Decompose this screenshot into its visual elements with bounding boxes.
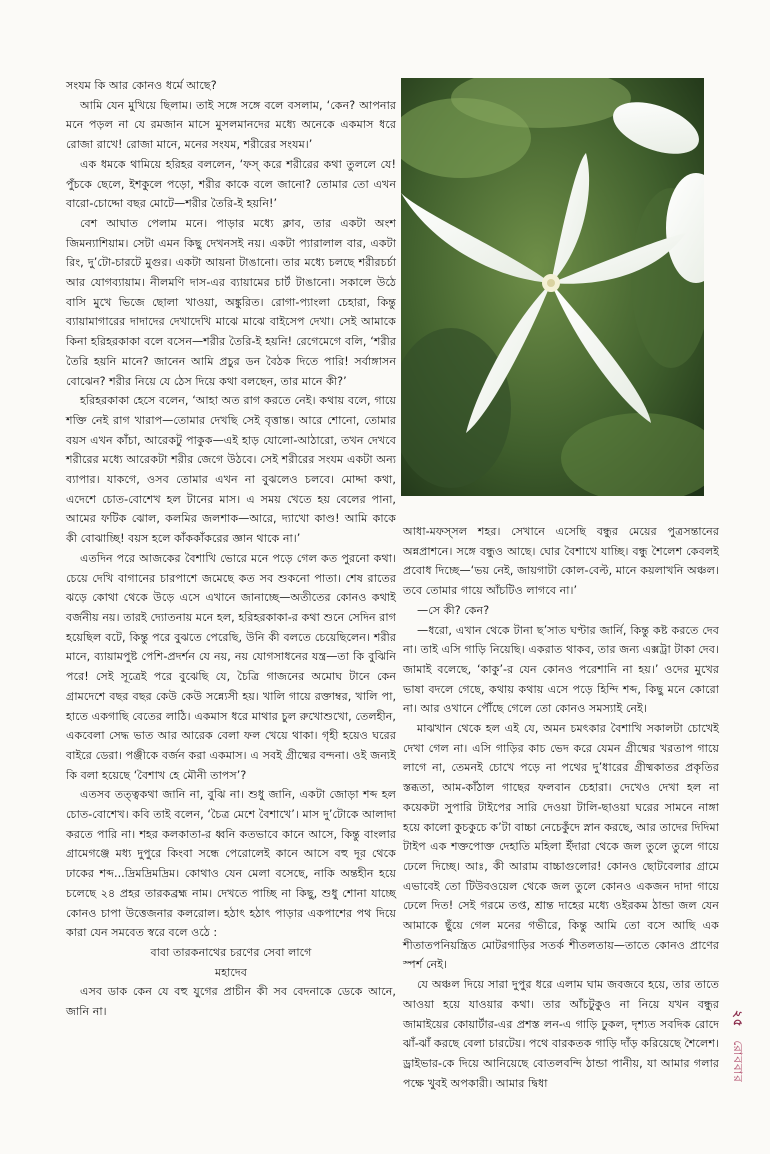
paragraph: এতদিন পরে আজকের বৈশাখি ভোরে মনে পড়ে গেল কত পুরনো কথা। চেয়ে দেখি বাগানের চারপাশে জমেছে কত সব শুকনো পাতা। শেষ রাতের ঝড়ে কোথা থেকে উড়ে এসে এখানে জানাচ্ছে—অতীতের কোনও কথাই বর্জনীয় নয়। তারই দ্যোতনায় মনে হল, হরিহরকাকা-র কথা শুনে সেদিন রাগ হয়েছিল বটে, কিন্তু পরে বুঝতে পেরেছি, উনি কী বলতে চেয়েছিলেন। শরীর মানে, ব্যায়ামপুষ্ট পেশি-প্রদর্শন যে নয়, নয় যোগসাধনের যন্ত্র—তা কি বুঝিনি পরে! সেই সূত্রেই পরে বুঝেছি যে, চৈত্রি গাজনের অমোঘ টানে কেন গ্রামদেশে বছর বছর কেউ কেউ সন্ন্যেসী হয়। খালি গায়ে রক্তাম্বর, খালি পা, হাতে একগাছি বেতের লাঠি। একমাস ধরে মাথার চুল রুখোশুখো, তেলহীন, একবেলা সেদ্ধ ভাত আর আরেক বেলা ফল খেয়ে থাকা। গৃহী হয়েও ঘরের বাইরে ডেরা। পঞ্জীকে বর্জন করা একমাস। এ সবই গ্রীষ্মের বন্দনা। ওই জন্যই কি বলা হয়েছে ‘বৈশাখ হে মৌনী তাপস’? [66, 551, 396, 782]
right-text-column [403, 522, 719, 1093]
paragraph: আধা-মফস্সল শহর। সেখানে এসেছি বন্ধুর মেয়ের পুত্রসন্তানের অন্নপ্রাশনে। সঙ্গে বন্ধুও আছে। ঘোর বৈশাখে যাচ্ছি। বন্ধু শৈলেশ কেবলই প্রবোধ দিচ্ছে—‘ভয় নেই, জায়গাটা কোল-বেল্ট, মানে কয়লাখনি অঞ্চল। তবে তোমার গায়ে আঁচটিও লাগবে না।’ [403, 525, 719, 598]
paragraph: এতসব তত্ত্বকথা জানি না, বুঝি না। শুধু জানি, একটা জোড়া শব্দ হল চোত-বোশেখ। কবি তাই বলেন, ‘চৈত্র মেশে বৈশাখে’। মাস দু’টোকে আলাদা করতে পারি না। শহর কলকাতা-র ধ্বনি কতভাবে কানে আসে, কিন্তু বাংলার গ্রামেগঞ্জে মধ্য দুপুরে কিংবা সন্ধে পেরোলেই কানে আসে বহু দূর থেকে ঢাকের শব্দ...দ্রিমদ্রিমদ্রিম। কোথাও যেন মেলা বসেছে, নাকি অন্তহীন হয়ে চলেছে ২৪ প্রহর তারকব্রহ্ম নাম। দেখতে পাচ্ছি না কিছু, শুধু শোনা যাচ্ছে কোনও চাপা উত্তেজনার কলরোল। হঠাৎ হঠাৎ পাড়ার একপাশের পথ দিয়ে কারা যেন সমবেত স্বরে বলে ওঠে : [66, 788, 396, 940]
chant-line: বাবা তারকনাথের চরণের সেবা লাগে [150, 945, 312, 959]
paragraph: হরিহরকাকা হেসে বলেন, ‘আহা অত রাগ করতে নেই। কথায় বলে, গায়ে শক্তি নেই রাগ খারাপ—তোমার দেখছি সেই বৃত্তান্ত। আরে শোনো, তোমার বয়স এখন কাঁচা, আরেকটু পাকুক—এই হাড় যোলো-আঠারো, তখন দেখবে শরীরের মধ্যে আরেকটা শরীর জেগে উঠবে। সেই শরীরের সংযম একটা অন্য ব্যাপার। যাকগে, ওসব তোমার এখন না বুঝলেও চলবে। মোদ্দা কথা, এদেশে চোত-বোশেখ হল টানের মাস। এ সময় খেতে হয় বেলের পানা, আমের ফটিক ঝোল, কলমির জলশাক—আরে, দ্যাখো কাণ্ড! আমি কাকে কী বোঝাচ্ছি! বয়স হলে কাঁককাঁকরের জ্ঞান থাকে না।’ [66, 394, 396, 546]
paragraph: বেশ আঘাত পেলাম মনে। পাড়ার মধ্যে ক্লাব, তার একটা অংশ জিমন্যাশিয়াম। সেটা এমন কিছু দেখনসই নয়। একটা প্যারালাল বার, একটা রিং, দু’টো-চারটে মুগুর। একটা আয়না টাঙানো। তার মধ্যে চলছে শরীরচর্চা আর যোগব্যায়াম। নীলমণি দাস-এর ব্যায়ামের চার্ট টাঙানো। সকালে উঠে বাসি মুখে ভিজে ছোলা খাওয়া, অঙ্কুরিত। রোগা-প্যাংলা চেহারা, কিন্তু ব্যায়ামাগারের দাদাদের দেখাদেখি মাঝে মাঝে বাইসেপ দেখা। সেই আমাকে কিনা হরিহরকাকা বলে বসেন—শরীর তৈরি-ই হয়নি! রেগেমেগে বলি, ‘শরীর তৈরি হয়নি মানে? জানেন আমি প্রচুর ডন বৈঠক দিতে পারি! সর্বাঙ্গাসন বোঝেন? শরীর নিয়ে যে ঠেস দিয়ে কথা বলছেন, তার মানে কী?’ [66, 216, 396, 388]
page-number: ২৫ [731, 1010, 745, 1028]
jasmine-flower-photo [401, 78, 704, 496]
chant-line: মহাদেব [215, 965, 247, 979]
left-text-column [66, 76, 396, 1022]
paragraph: সংযম কি আর কোনও ধর্মে আছে? [66, 79, 217, 92]
paragraph: যে অঞ্চল দিয়ে সারা দুপুর ধরে এলাম ঘাম জবজবে হয়ে, তার তাতে আওয়া হয়ে যাওয়ার কথা। তার আঁচটুকুও না নিয়ে যখন বন্ধুর জামাইয়ের কোয়ার্টার-এর প্রশস্ত লন-এ গাড়ি ঢুকল, দৃশ্যত সবদিক রোদে ঝাঁ-ঝাঁ করছে বেলা চারটেয়। পথে বারকতক গাড়ি দাঁড় করিয়েছে শৈলেশ। ড্রাইভার-কে দিয়ে আনিয়েছে বোতলবন্দি ঠান্ডা পানীয়, যা আমার গলার পক্ষে খুবই অপকারী। আমার দ্বিধা [403, 978, 719, 1090]
paragraph: আমি যেন মুখিয়ে ছিলাম। তাই সঙ্গে সঙ্গে বলে বসলাম, ‘কেন? আপনার মনে পড়ল না যে রমজান মাসে মুসলমানদের মধ্যে অনেকে একমাস ধরে রোজা রাখে! রোজা মানে, মনের সংযম, শরীরের সংযম।’ [66, 98, 396, 152]
paragraph: মাঝখান থেকে হল এই যে, অমন চমৎকার বৈশাখি সকালটা চোখেই দেখা গেল না। এসি গাড়ির কাচ ভেদ করে যেমন গ্রীষ্মের খরতাপ গায়ে লাগে না, তেমনই চোখে পড়ে না পথের দু’ধারের গ্রীষ্মকাতর প্রকৃতির স্তব্ধতা, আম-কাঁঠাল গাছের ফলবান চেহারা। দেখেও দেখা হল না কয়েকটা সুপারি টাইপের সারি দেওয়া টালি-ছাওয়া ঘরের সামনে নাঙ্গা হয়ে কালো কুচকুচে ক’টা বাচ্চা নেচেকুঁদে স্নান করছে, আর তাদের দিদিমা টাইপ এক শক্তপোক্ত দেহাতি মহিলা ইঁদারা থেকে জল তুলে তুলে গায়ে ঢেলে দিচ্ছে। আঃ, কী আরাম বাচ্চাগুলোর! কোনও ছোটবেলার গ্রামে এভাবেই তো টিউবওয়েল থেকে জল তুলে কোনও একজন দাদা গায়ে ঢেলে দিত! সেই গরমে তপ্ত, শ্রান্ত দাহের মধ্যে ওইরকম ঠান্ডা জল যেন আমাকে ছুঁয়ে গেল মনের গভীরে, কিন্তু আমি তো বসে আছি এক শীতাতপনিয়ন্ত্রিত মোটরগাড়ির সতর্ক শীতলতায়—তাতে কোনও প্রাণের স্পর্শ নেই। [403, 722, 719, 972]
page-folio [722, 1010, 748, 1130]
paragraph: —ধরো, এখান থেকে টানা ছ’সাত ঘণ্টার জার্নি, কিন্তু কষ্ট করতে দেব না। তাই এসি গাড়ি নিয়েছি। একরাত থাকব, তার জন্য এক্সট্রা টাকা দেব। জামাই বলেছে, ‘কাকু’-র যেন কোনও পরেশানি না হয়।’ ওদের মুখের ভাষা বদলে গেছে, কথায় কথায় এসে পড়ে হিন্দি শব্দ, কিছু মনে কোরো না। আর ওখানে পৌঁছে গেলে তো কোনও সমস্যাই নেই। [403, 623, 719, 716]
magazine-name: রোববার [731, 1040, 745, 1083]
paragraph: —সে কী? কেন? [417, 603, 490, 617]
paragraph: এক ধমকে থামিয়ে হরিহর বললেন, ‘ফস্ করে শরীরের কথা তুললে যে! পুঁচকে ছেলে, ইশকুলে পড়ো, শরীর কাকে বলে জানো? তোমার তো এখন বারো-চোদ্দো বছর মোটে—শরীর তৈরি-ই হয়নি!’ [66, 157, 396, 211]
paragraph: এসব ডাক কেন যে বহু যুগের প্রাচীন কী সব বেদনাকে ডেকে আনে, জানি না। [66, 985, 396, 1019]
